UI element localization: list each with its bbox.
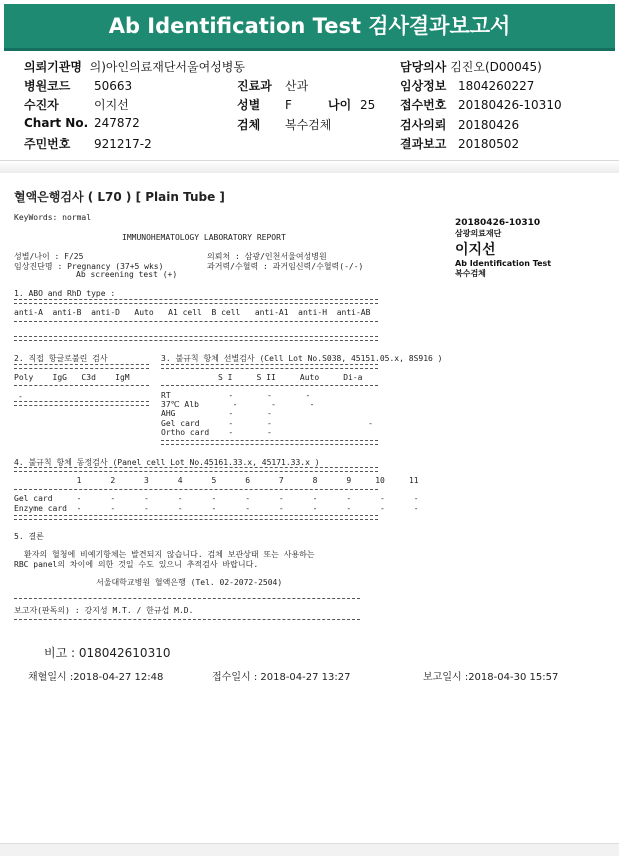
age-value: 25 (360, 98, 376, 112)
keywords: KeyWords: normal (14, 213, 92, 222)
history-line: 과거력/수혈력 : 과거임신력/수혈력(-/-) (207, 262, 364, 271)
dept-value: 산과 (285, 79, 309, 93)
unexpected-row: Gel card - - - (161, 419, 373, 428)
age-field (328, 96, 375, 113)
code-field (24, 77, 132, 94)
result-field (400, 135, 519, 152)
chart-value: 247872 (94, 116, 140, 130)
dat-rule-bottom (14, 401, 149, 406)
collect-time: 채혈일시 :2018-04-27 12:48 (28, 672, 164, 683)
conclusion-line-1: 환자의 혈청에 비예기항체는 발견되지 않습니다. 검체 보관상태 또는 사용하는 (24, 550, 315, 559)
abo-rule-bottom (14, 336, 378, 341)
lab-title: IMMUNOHEMATOLOGY LABORATORY REPORT (122, 233, 286, 242)
dat-header: Poly IgG C3d IgM (14, 373, 130, 382)
clinical-field (400, 77, 534, 94)
sex-field (237, 96, 292, 113)
chart-label: Chart No. (24, 116, 89, 130)
chart-field (24, 116, 140, 130)
doctor-field (400, 58, 542, 75)
dat-title: 2. 직접 항글로불린 검사 (14, 354, 108, 363)
panel-title: 4. 불규칙 항체 동정검사 (Panel cell Lot No.45161.33.x, 45171.33.x ) (14, 458, 320, 467)
unexpected-row: 37℃ Alb - - - (161, 400, 315, 409)
id-field (24, 135, 152, 152)
hospital-field (24, 58, 245, 75)
stamp-org: 삼광의료재단 (455, 229, 502, 238)
clinical-label: 임상정보 (400, 79, 447, 93)
stamp-specimen: 복수검체 (455, 269, 486, 278)
referral-line: 의뢰처 : 삼광/인천서울여성병원 (207, 252, 327, 261)
report-time: 보고일시 :2018-04-30 15:57 (423, 672, 559, 683)
report-section-title: 혈액은행검사 ( L70 ) [ Plain Tube ] (14, 190, 225, 204)
unexpected-title: 3. 불규칙 항체 선별검사 (Cell Lot No.S038, 45151.05.x, 8S916 ) (161, 354, 443, 363)
code-value: 50663 (94, 79, 133, 93)
receive-time: 접수일시 : 2018-04-27 13:27 (212, 672, 351, 683)
code-label: 병원코드 (24, 79, 71, 93)
bottom-bar (0, 843, 619, 856)
id-value: 921217-2 (94, 137, 152, 151)
panel-rule-bottom (14, 515, 378, 520)
unexpected-row: RT - - - (161, 391, 311, 400)
receiver-field (24, 96, 129, 113)
dept-label: 진료과 (237, 79, 272, 93)
panel-rule-top (14, 467, 378, 472)
request-label: 검사의뢰 (400, 118, 447, 132)
section-separator (0, 160, 619, 173)
hospital-label: 의뢰기관명 (24, 60, 82, 74)
title-underline (4, 48, 615, 51)
doctor-label: 담당의사 (400, 60, 447, 74)
reporter-rule-top (14, 598, 360, 599)
dat-rule-top (14, 364, 149, 369)
result-value: 20180502 (458, 137, 520, 151)
report-title: Ab Identification Test 검사결과보고서 (4, 4, 615, 48)
lab-name: 서울대학교병원 혈액은행 (Tel. 02-2072-2504) (96, 578, 283, 587)
abo-rule-mid (14, 321, 378, 322)
dept-field (237, 77, 308, 94)
conclusion-line-2: RBC panel의 차이에 의한 것일 수도 있으니 추적검사 바랍니다. (14, 560, 259, 569)
result-label: 결과보고 (400, 137, 447, 151)
specimen-stamp (455, 218, 551, 279)
panel-row: Enzyme card - - - - - - - - - - - (14, 504, 419, 513)
unexpected-header: S I S II Auto Di-a (218, 373, 363, 382)
request-field (400, 116, 519, 133)
specimen-field (237, 116, 331, 133)
request-value: 20180426 (458, 118, 520, 132)
unexpected-row: Ortho card - - (161, 428, 272, 437)
reporter-rule-bottom (14, 619, 360, 620)
unexpected-rule-bottom (161, 440, 378, 445)
accession-value: 20180426-10310 (458, 98, 562, 112)
stamp-test: Ab Identification Test (455, 259, 552, 268)
stamp-name: 이지선 (455, 242, 496, 258)
abo-title: 1. ABO and RhD type : (14, 289, 116, 298)
dat-value: - (18, 392, 23, 401)
diagnosis-line: 임상진단명 : Pregnancy (37+5 wks) (14, 262, 164, 271)
receiver-label: 수진자 (24, 98, 59, 112)
sex-label: 성별 (237, 98, 261, 112)
stamp-accession: 20180426-10310 (455, 218, 541, 228)
age-label: 나이 (328, 98, 352, 112)
dat-rule-mid (14, 385, 149, 386)
specimen-value: 복수검체 (285, 118, 332, 132)
unexpected-rule-top (161, 364, 378, 369)
panel-header: 1 2 3 4 5 6 7 8 9 10 11 (14, 476, 419, 485)
reporter-line: 보고자(판독의) : 강지성 M.T. / 한규섭 M.D. (14, 606, 194, 615)
abo-rule-top (14, 299, 378, 304)
panel-row: Gel card - - - - - - - - - - - (14, 494, 419, 503)
abo-header: anti-A anti-B anti-D Auto A1 cell B cell anti-A1 anti-H anti-AB (14, 308, 371, 317)
remark-line: 비고 : 018042610310 (44, 646, 171, 660)
unexpected-rule-mid (161, 385, 378, 386)
sex-value: F (285, 98, 292, 112)
sex-age-line: 성별/나이 : F/25 (14, 252, 84, 261)
specimen-label: 검체 (237, 118, 261, 132)
hospital-value: 의)아인의료재단서울여성병동 (89, 60, 245, 74)
unexpected-row: AHG - - (161, 409, 272, 418)
panel-rule-mid (14, 489, 378, 490)
conclusion-title: 5. 결론 (14, 532, 44, 541)
clinical-value: 1804260227 (458, 79, 535, 93)
receiver-value: 이지선 (94, 98, 129, 112)
accession-label: 접수번호 (400, 98, 447, 112)
doctor-value: 김진오(D00045) (450, 60, 542, 74)
screening-line: Ab screening test (+) (76, 270, 178, 279)
id-label: 주민번호 (24, 137, 71, 151)
accession-field (400, 96, 562, 113)
